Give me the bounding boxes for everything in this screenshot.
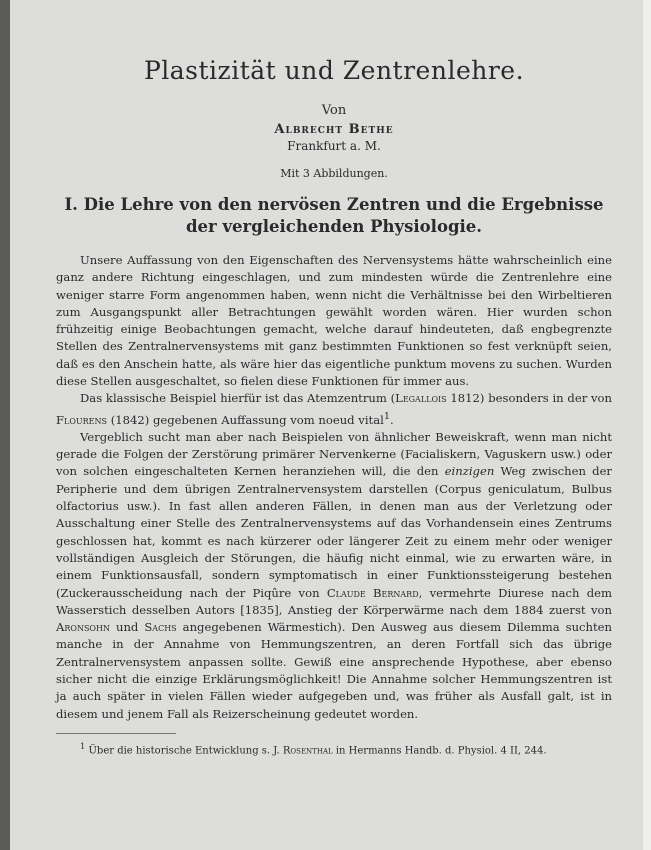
text-run: . [389,412,394,427]
text-run: Weg zwischen der Peripherie und dem übrigen Zentralnervensystem darstellen (Corpus geniculatum, Bulbus olfactorius usw.). In fast allen anderen Fällen, in denen man aus der Verletzung oder Ausschaltung einer Stelle des Zentralnervensystems auf das Vorhandensein eines Zentrums geschlossen hat, kommt es nach kürzerer oder längerer Zeit zu einem mehr oder weniger vollständigen Ausgleich der Störungen, die häufig nicht einmal, wie zu erwarten wäre, in einem Funktionsausfall, sondern symptomatisch in einer Funktionssteigerung bestehen (Zuckerausscheidung nach der Piqûre von [56,464,612,600]
author-location: Frankfurt a. M. [287,139,381,153]
paragraph [56,390,612,428]
footnote-marker: 1 [80,740,86,751]
paragraph [56,429,612,723]
article [56,56,612,758]
author-ref: Claude Bernard [326,585,419,600]
author-ref: Legallois [395,391,447,406]
page-edge [643,0,651,850]
text-run: (1842) gegebenen Auffassung vom noeud vital [107,412,384,427]
figures-note: Mit 3 Abbildungen. [280,167,388,180]
author-name: Albrecht Bethe [274,122,394,137]
paragraph [56,252,612,390]
paragraph-text: Unsere Auffassung von den Eigenschaften des Nervensystems hätte wahrscheinlich eine ganz andere Richtung eingeschlagen, und zum mindesten würde die Zentrenlehre eine weniger starre Form angenommen haben, wenn nicht die Verhältnisse bei den Wirbeltieren zum Ausgangspunkt aller Betrachtungen gewählt worden wären. Hier wurden schon frühzeitig einige Beobachtungen gemacht, welche darauf hindeuteten, daß engbegrenzte Stellen des Zentralnervensystems mit ganz bestimmten Funktionen so fest verknüpft seien, daß es den Anschein hatte, als wäre hier das eigentliche punktum movens zu suchen. Wurden diese Stellen ausgeschaltet, so fielen diese Funktionen für immer aus. [56,253,612,389]
text-run: angegebenen Wärmestich). Den Ausweg aus diesem Dilemma suchten manche in der Annahme von Hemmungszentren, an deren Fortfall sich das übrige Zentralnervensystem anpassen sollte. Gewiß eine ansprechende Hypothese, aber ebenso sicher nicht die einzige Erklärungsmöglichkeit! Die Annahme solcher Hemmungszentren ist ja auch später in vielen Fällen wieder aufgegeben und, was früher als Ausfall galt, ist in diesem und jenem Fall als Reizerscheinung gedeutet worden. [56,620,612,721]
author-ref: Rosenthal [282,745,333,757]
author-ref: Aronsohn [56,620,110,635]
section-heading: I. Die Lehre von den nervösen Zentren und die Ergebnisse der vergleichenden Physiologie. [64,195,604,236]
footnote-text: Über die historische Entwicklung s. J. [85,745,283,757]
article-title: Plastizität und Zentrenlehre. [143,56,525,85]
author-ref: Flourens [56,412,108,427]
body-text [56,252,612,723]
text-run: , vermehrte Diurese nach dem Wasserstich desselben Autors [1835], Anstieg der Körperwärme nach dem 1884 zuerst von [56,585,612,617]
text-run: 1812) besonders in der von [446,391,613,406]
author-ref: Sachs [144,620,177,635]
text-run: und [109,620,145,635]
book-spine-shadow [0,0,10,850]
emphasis: einzigen [444,464,495,479]
footnote-ref[interactable]: 1 [383,410,390,422]
footnote-divider [56,733,176,734]
byline: Von [321,103,347,118]
text-run: Das klassische Beispiel hierfür ist das Atemzentrum ( [80,391,396,406]
footnote-text: in Hermanns Handb. d. Physiol. 4 II, 244. [332,745,547,757]
footnote [56,739,612,758]
text-run: Vergeblich sucht man aber nach Beispielen von ähnlicher Beweiskraft, wenn man nicht gerade die Folgen der Zerstörung primärer Nervenkerne (Facialiskern, Vaguskern usw.) oder von solchen eingeschalteten Kernen heranziehen will, die den [56,429,612,479]
